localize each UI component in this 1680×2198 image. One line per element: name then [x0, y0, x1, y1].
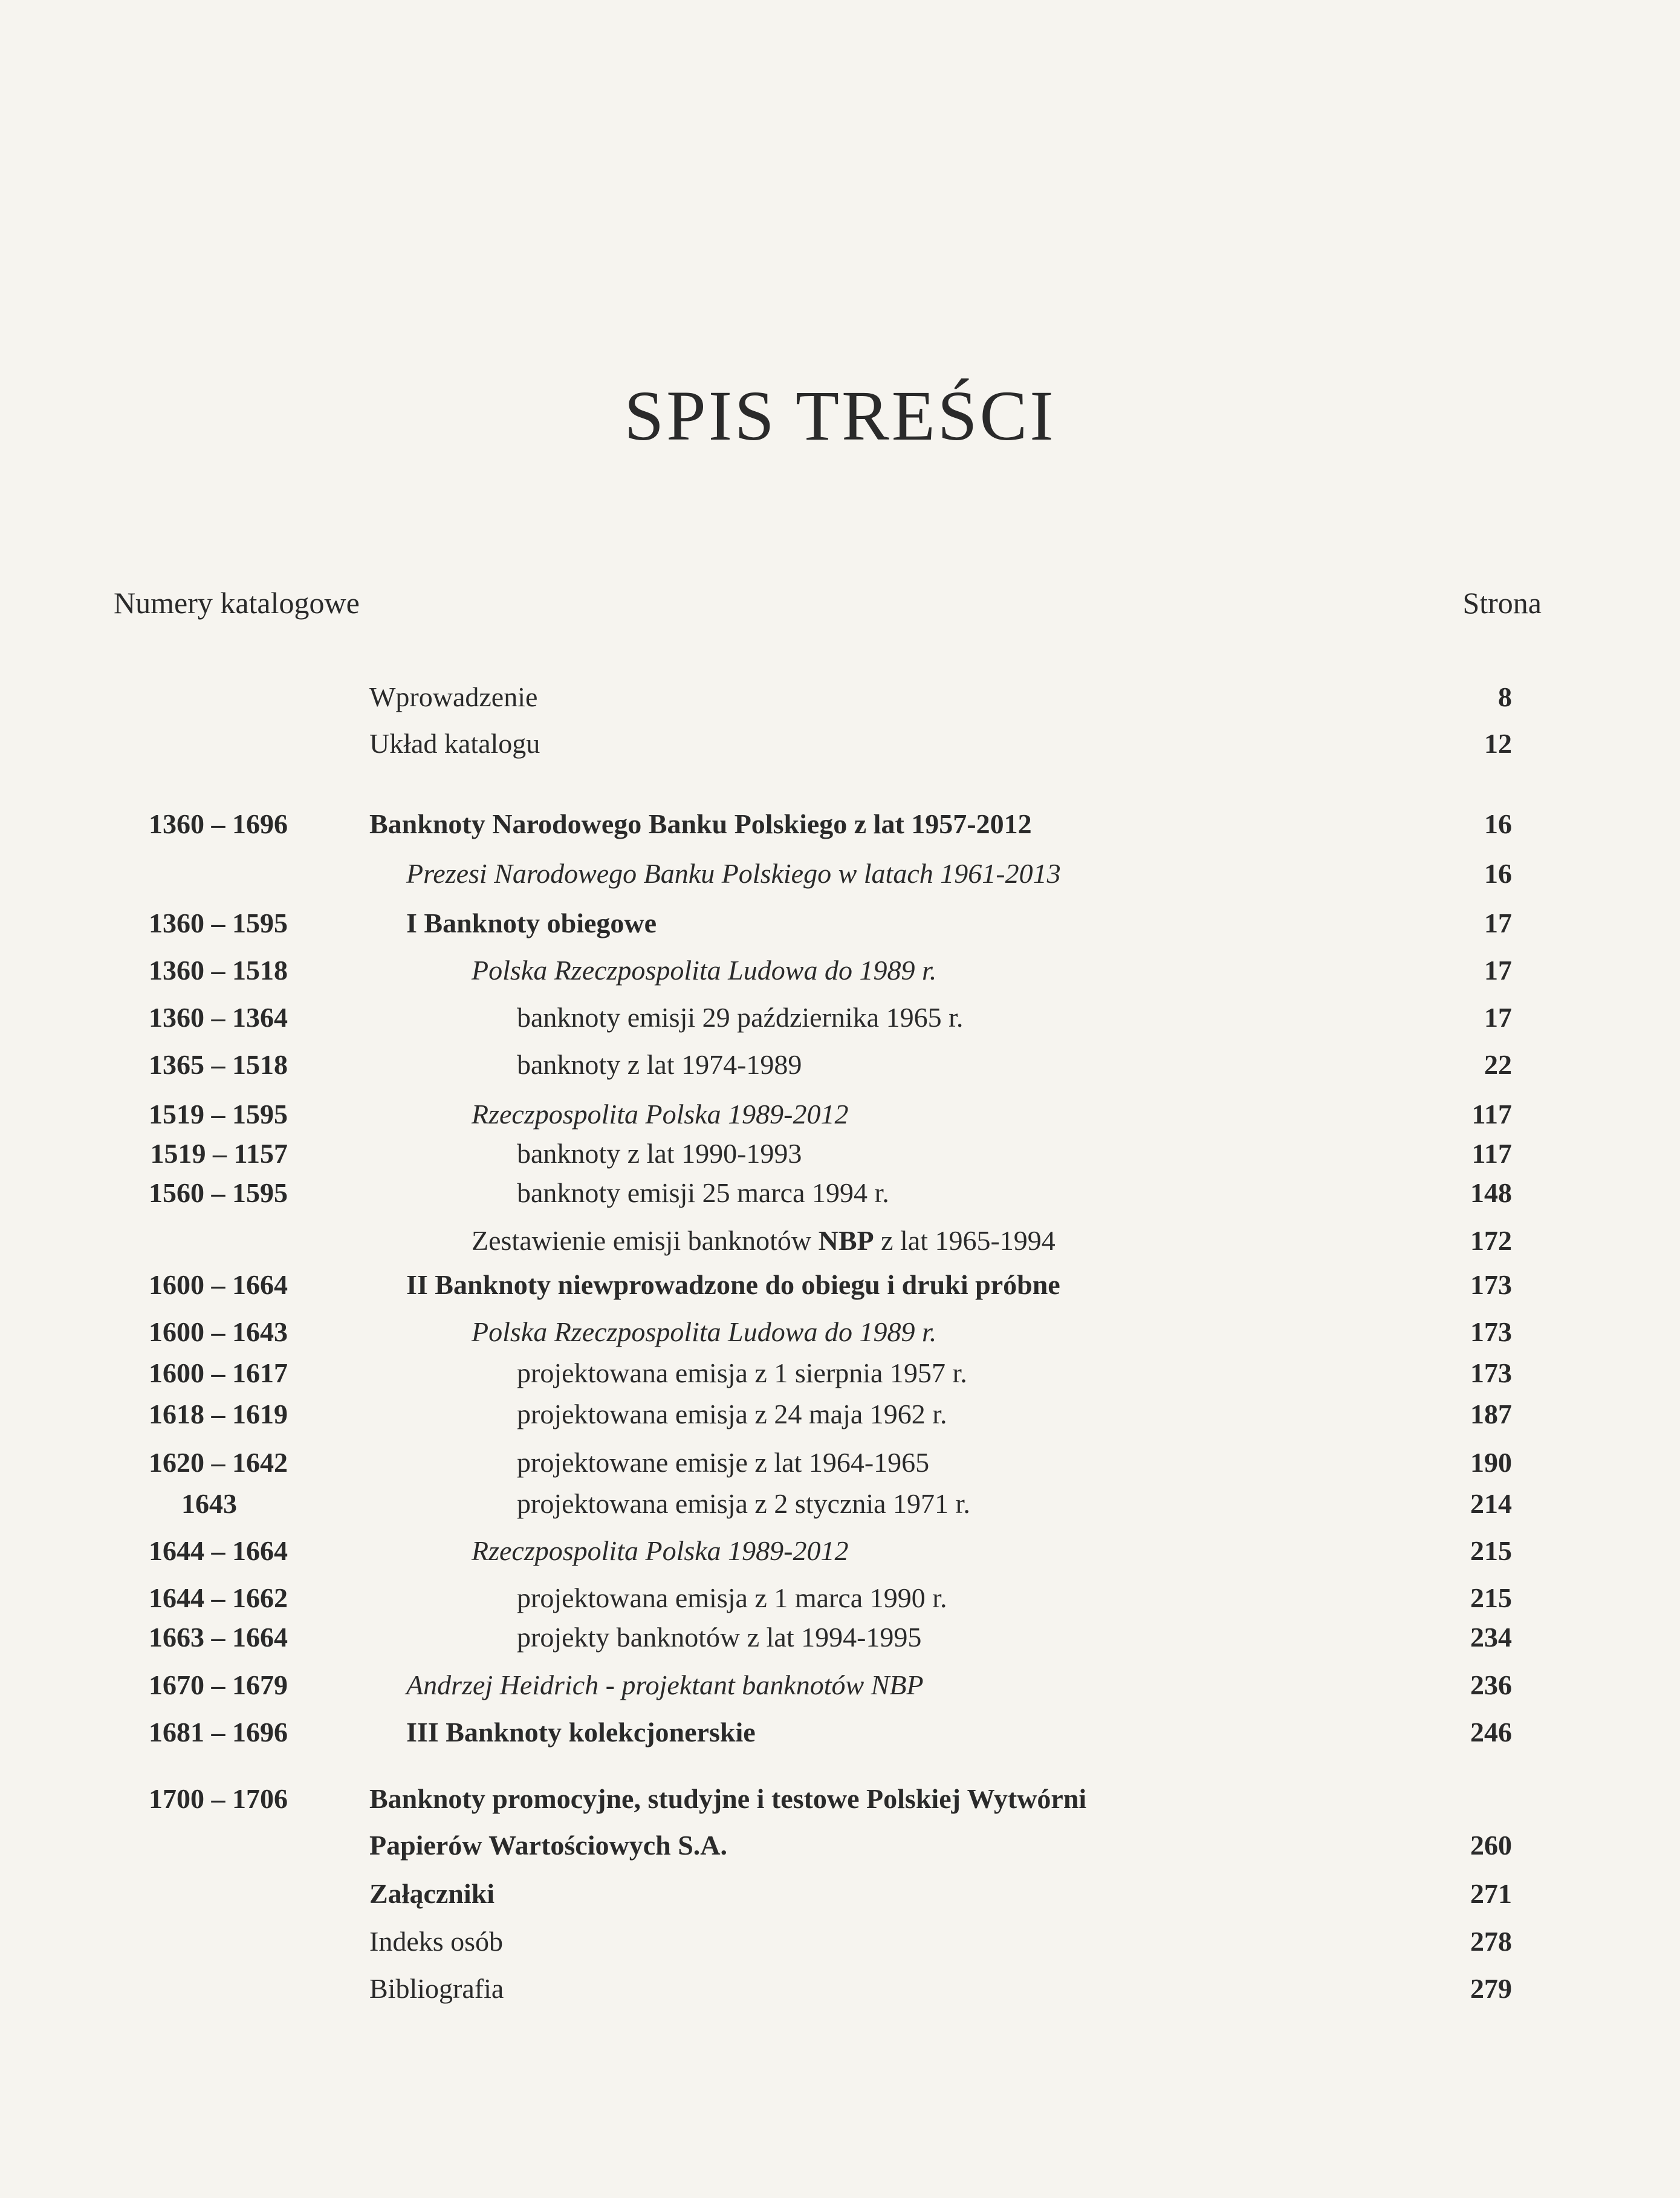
toc-row [0, 1393, 1680, 1436]
toc-page-number: 215 [1470, 1535, 1512, 1566]
toc-entry: projektowane emisje z lat 1964-1965 [517, 1447, 930, 1478]
toc-row [0, 997, 1680, 1039]
toc-row [0, 902, 1680, 945]
toc-entry: projektowana emisja z 24 maja 1962 r. [517, 1399, 947, 1429]
toc-page-number: 8 [1498, 681, 1512, 712]
toc-page-number: 260 [1470, 1830, 1512, 1861]
toc-catalog-range: 1644 – 1664 [149, 1535, 288, 1566]
toc-catalog-range: 1643 [181, 1488, 237, 1519]
toc-catalog-range: 1360 – 1595 [149, 908, 288, 938]
toc-page-number: 16 [1484, 858, 1512, 889]
toc-entry: banknoty emisji 25 marca 1994 r. [517, 1177, 889, 1208]
toc-entry: III Banknoty kolekcjonerskie [406, 1717, 756, 1748]
toc-row [0, 1264, 1680, 1306]
toc-catalog-range: 1620 – 1642 [149, 1447, 288, 1478]
toc-entry-emphasis: NBP [818, 1225, 874, 1256]
toc-row [0, 1968, 1680, 2010]
toc-page-number: 117 [1471, 1138, 1512, 1169]
toc-page-number: 236 [1470, 1670, 1512, 1700]
toc-page-number: 16 [1484, 808, 1512, 839]
toc-entry: Papierów Wartościowych S.A. [369, 1830, 728, 1861]
toc-page-number: 117 [1471, 1099, 1512, 1130]
toc-catalog-range: 1360 – 1696 [149, 808, 288, 839]
toc-row [0, 1664, 1680, 1706]
toc-row [0, 1824, 1680, 1867]
toc-page-number: 279 [1470, 1973, 1512, 2004]
toc-page-number: 187 [1470, 1399, 1512, 1429]
toc-entry: projektowana emisja z 1 marca 1990 r. [517, 1582, 947, 1613]
toc-row [0, 1044, 1680, 1086]
page-header: Strona [1462, 586, 1542, 620]
toc-catalog-range: 1360 – 1364 [149, 1002, 288, 1033]
toc-catalog-range: 1644 – 1662 [149, 1582, 288, 1613]
toc-page-number: 214 [1470, 1488, 1512, 1519]
toc-catalog-range: 1600 – 1617 [149, 1357, 288, 1388]
toc-row [0, 1172, 1680, 1214]
toc-entry: projektowana emisja z 1 sierpnia 1957 r. [517, 1357, 967, 1388]
toc-entry-prefix: Zestawienie emisji banknotów [472, 1225, 819, 1256]
toc-page-number: 148 [1470, 1177, 1512, 1208]
toc-entry: Rzeczpospolita Polska 1989-2012 [472, 1099, 849, 1130]
toc-entry: banknoty z lat 1990-1993 [517, 1138, 802, 1169]
toc-entry: projektowana emisja z 2 stycznia 1971 r. [517, 1488, 970, 1519]
toc-page-number: 215 [1470, 1582, 1512, 1613]
toc-catalog-range: 1618 – 1619 [149, 1399, 288, 1429]
toc-row [0, 1778, 1680, 1820]
toc-entry: Prezesi Narodowego Banku Polskiego w latach 1961-2013 [406, 858, 1061, 889]
toc-catalog-range: 1360 – 1518 [149, 955, 288, 986]
toc-row [0, 1352, 1680, 1394]
toc-row [0, 1873, 1680, 1915]
toc-row [0, 1920, 1680, 1963]
toc-catalog-range: 1670 – 1679 [149, 1670, 288, 1700]
toc-entry: Banknoty promocyjne, studyjne i testowe Polskiej Wytwórni [369, 1783, 1087, 1814]
toc-entry: Polska Rzeczpospolita Ludowa do 1989 r. [472, 955, 937, 986]
toc-row [0, 1577, 1680, 1619]
toc-catalog-range: 1681 – 1696 [149, 1717, 288, 1748]
toc-catalog-range: 1365 – 1518 [149, 1049, 288, 1080]
toc-entry: I Banknoty obiegowe [406, 908, 657, 938]
toc-row [0, 1093, 1680, 1136]
toc-page-number: 246 [1470, 1717, 1512, 1748]
toc-page-number: 271 [1470, 1878, 1512, 1909]
toc-entry: Bibliografia [369, 1973, 504, 2004]
toc-entry: banknoty z lat 1974-1989 [517, 1049, 802, 1080]
toc-page-number: 234 [1470, 1622, 1512, 1653]
toc-entry: banknoty emisji 29 października 1965 r. [517, 1002, 964, 1033]
toc-entry [472, 1220, 1056, 1262]
toc-entry: Rzeczpospolita Polska 1989-2012 [472, 1535, 849, 1566]
toc-page-number: 173 [1470, 1357, 1512, 1388]
toc-row [0, 803, 1680, 845]
toc-entry: projekty banknotów z lat 1994-1995 [517, 1622, 922, 1653]
toc-entry: II Banknoty niewprowadzone do obiegu i druki próbne [406, 1269, 1060, 1300]
toc-page-number: 278 [1470, 1926, 1512, 1957]
toc-catalog-range: 1663 – 1664 [149, 1622, 288, 1653]
toc-page-number: 173 [1470, 1316, 1512, 1347]
toc-row [0, 1616, 1680, 1659]
toc-page-number: 17 [1484, 1002, 1512, 1033]
toc-page-number: 12 [1484, 728, 1512, 759]
toc-entry: Andrzej Heidrich - projektant banknotów NBP [406, 1670, 924, 1700]
toc-entry: Banknoty Narodowego Banku Polskiego z lat 1957-2012 [369, 808, 1032, 839]
toc-page-number: 17 [1484, 908, 1512, 938]
toc-row [0, 1133, 1680, 1175]
toc-entry: Załączniki [369, 1878, 495, 1909]
toc-catalog-range: 1519 – 1595 [149, 1099, 288, 1130]
toc-entry: Indeks osób [369, 1926, 504, 1957]
toc-catalog-range: 1560 – 1595 [149, 1177, 288, 1208]
toc-entry: Układ katalogu [369, 728, 540, 759]
toc-page-number: 22 [1484, 1049, 1512, 1080]
toc-catalog-range: 1700 – 1706 [149, 1783, 288, 1814]
toc-row [0, 949, 1680, 992]
toc-row [0, 1711, 1680, 1754]
toc-row [0, 1530, 1680, 1572]
toc-row [0, 853, 1680, 895]
toc-page-number: 172 [1470, 1225, 1512, 1256]
page-title: SPIS TREŚCI [624, 376, 1056, 455]
toc-row [0, 1311, 1680, 1353]
toc-page-number: 190 [1470, 1447, 1512, 1478]
toc-page-number: 17 [1484, 955, 1512, 986]
toc-entry: Wprowadzenie [369, 681, 538, 712]
toc-row [0, 1442, 1680, 1484]
toc-row [0, 1220, 1680, 1262]
catalog-numbers-header: Numery katalogowe [114, 586, 360, 620]
toc-row [0, 676, 1680, 718]
toc-entry: Polska Rzeczpospolita Ludowa do 1989 r. [472, 1316, 937, 1347]
toc-catalog-range: 1600 – 1664 [149, 1269, 288, 1300]
toc-row [0, 1483, 1680, 1525]
toc-catalog-range: 1519 – 1157 [150, 1138, 288, 1169]
toc-catalog-range: 1600 – 1643 [149, 1316, 288, 1347]
toc-row [0, 723, 1680, 765]
toc-page-number: 173 [1470, 1269, 1512, 1300]
toc-entry-suffix: z lat 1965-1994 [874, 1225, 1056, 1256]
